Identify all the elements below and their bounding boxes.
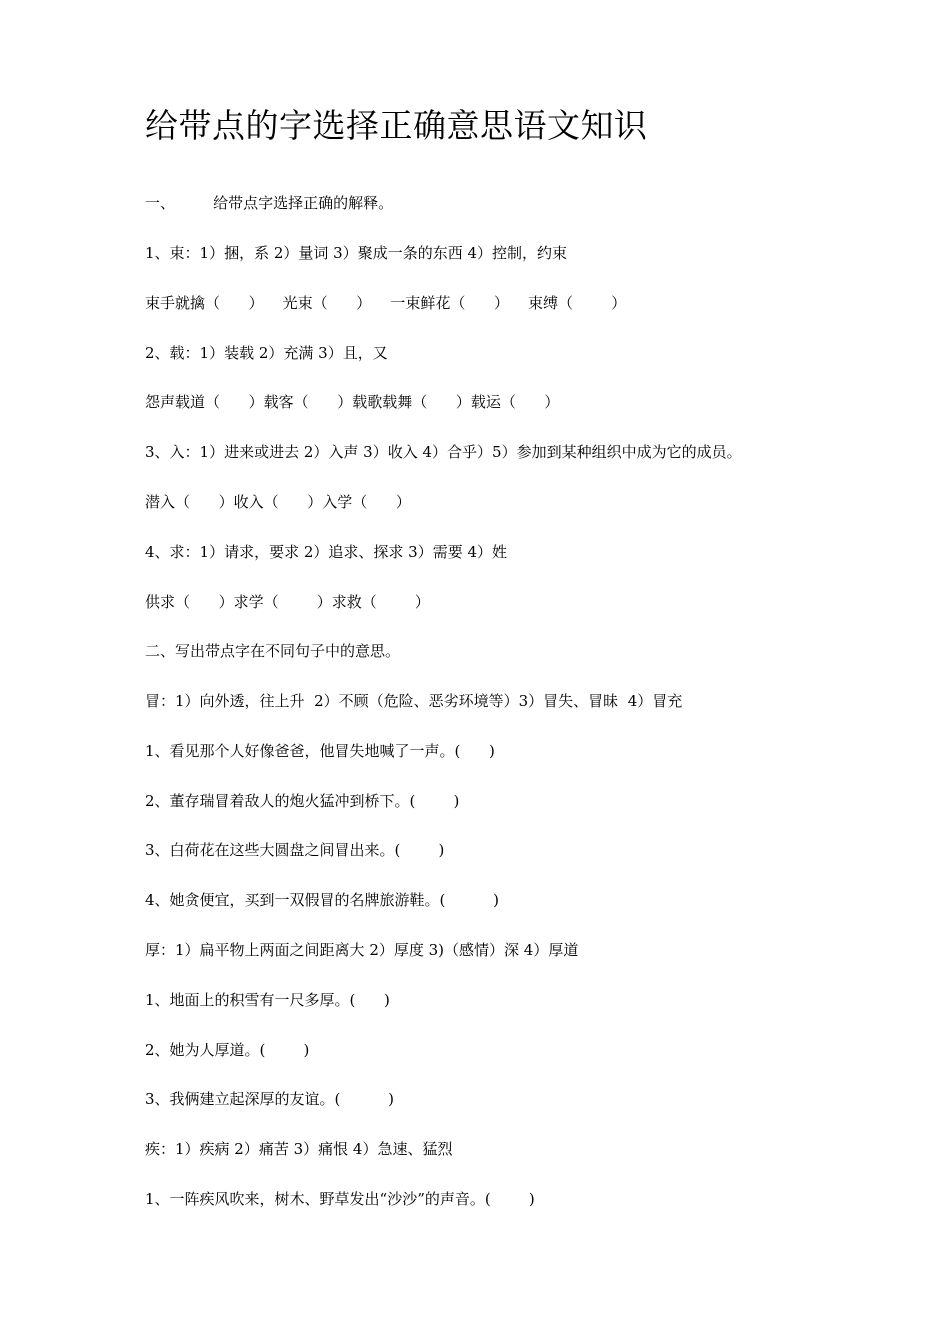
question-blanks: 潜入（ ）收入（ ）入学（ ） [145,493,411,511]
sentence-item: 2、董存瑞冒着敌人的炮火猛冲到桥下。( ) [145,792,460,810]
sentence-item: 1、看见那个人好像爸爸，他冒失地喊了一声。( ) [145,742,495,760]
word-definition: 厚：1）扁平物上两面之间距离大 2）厚度 3)（感情）深 4）厚道 [145,941,579,959]
question-blanks: 束手就擒（ ） 光束（ ） 一束鲜花（ ） 束缚（ ） [145,294,627,312]
question-definition: 4、求：1）请求，要求 2）追求、探求 3）需要 4）姓 [145,543,508,561]
sentence-item: 4、她贪便宜，买到一双假冒的名牌旅游鞋。( ) [145,891,499,909]
document-title: 给带点的字选择正确意思语文知识 [145,106,648,145]
sentence-item: 1、一阵疾风吹来，树木、野草发出“沙沙”的声音。( ) [145,1190,535,1208]
sentence-item: 3、我俩建立起深厚的友谊。( ) [145,1090,394,1108]
sentence-item: 1、地面上的积雪有一尺多厚。( ) [145,991,390,1009]
question-blanks: 供求（ ）求学（ ）求救（ ） [145,593,430,611]
question-blanks: 怨声载道（ ）载客（ ）载歌载舞（ ）载运（ ） [145,393,560,411]
sentence-item: 2、她为人厚道。( ) [145,1041,310,1059]
word-definition: 冒：1）向外透，往上升 2）不顾（危险、恶劣环境等）3）冒失、冒昧 4）冒充 [145,692,683,710]
word-definition: 疾：1）疾病 2）痛苦 3）痛恨 4）急速、猛烈 [145,1140,453,1158]
question-definition: 1、束：1）捆，系 2）量词 3）聚成一条的东西 4）控制，约束 [145,244,568,262]
section-heading-1: 一、 给带点字选择正确的解释。 [145,194,394,212]
section-heading-2: 二、写出带点字在不同句子中的意思。 [145,642,401,660]
sentence-item: 3、白荷花在这些大圆盘之间冒出来。( ) [145,841,445,859]
question-definition: 2、载：1）装载 2）充满 3）且，又 [145,344,388,362]
question-definition: 3、入：1）进来或进去 2）入声 3）收入 4）合乎）5）参加到某种组织中成为它的成员。 [145,443,742,461]
